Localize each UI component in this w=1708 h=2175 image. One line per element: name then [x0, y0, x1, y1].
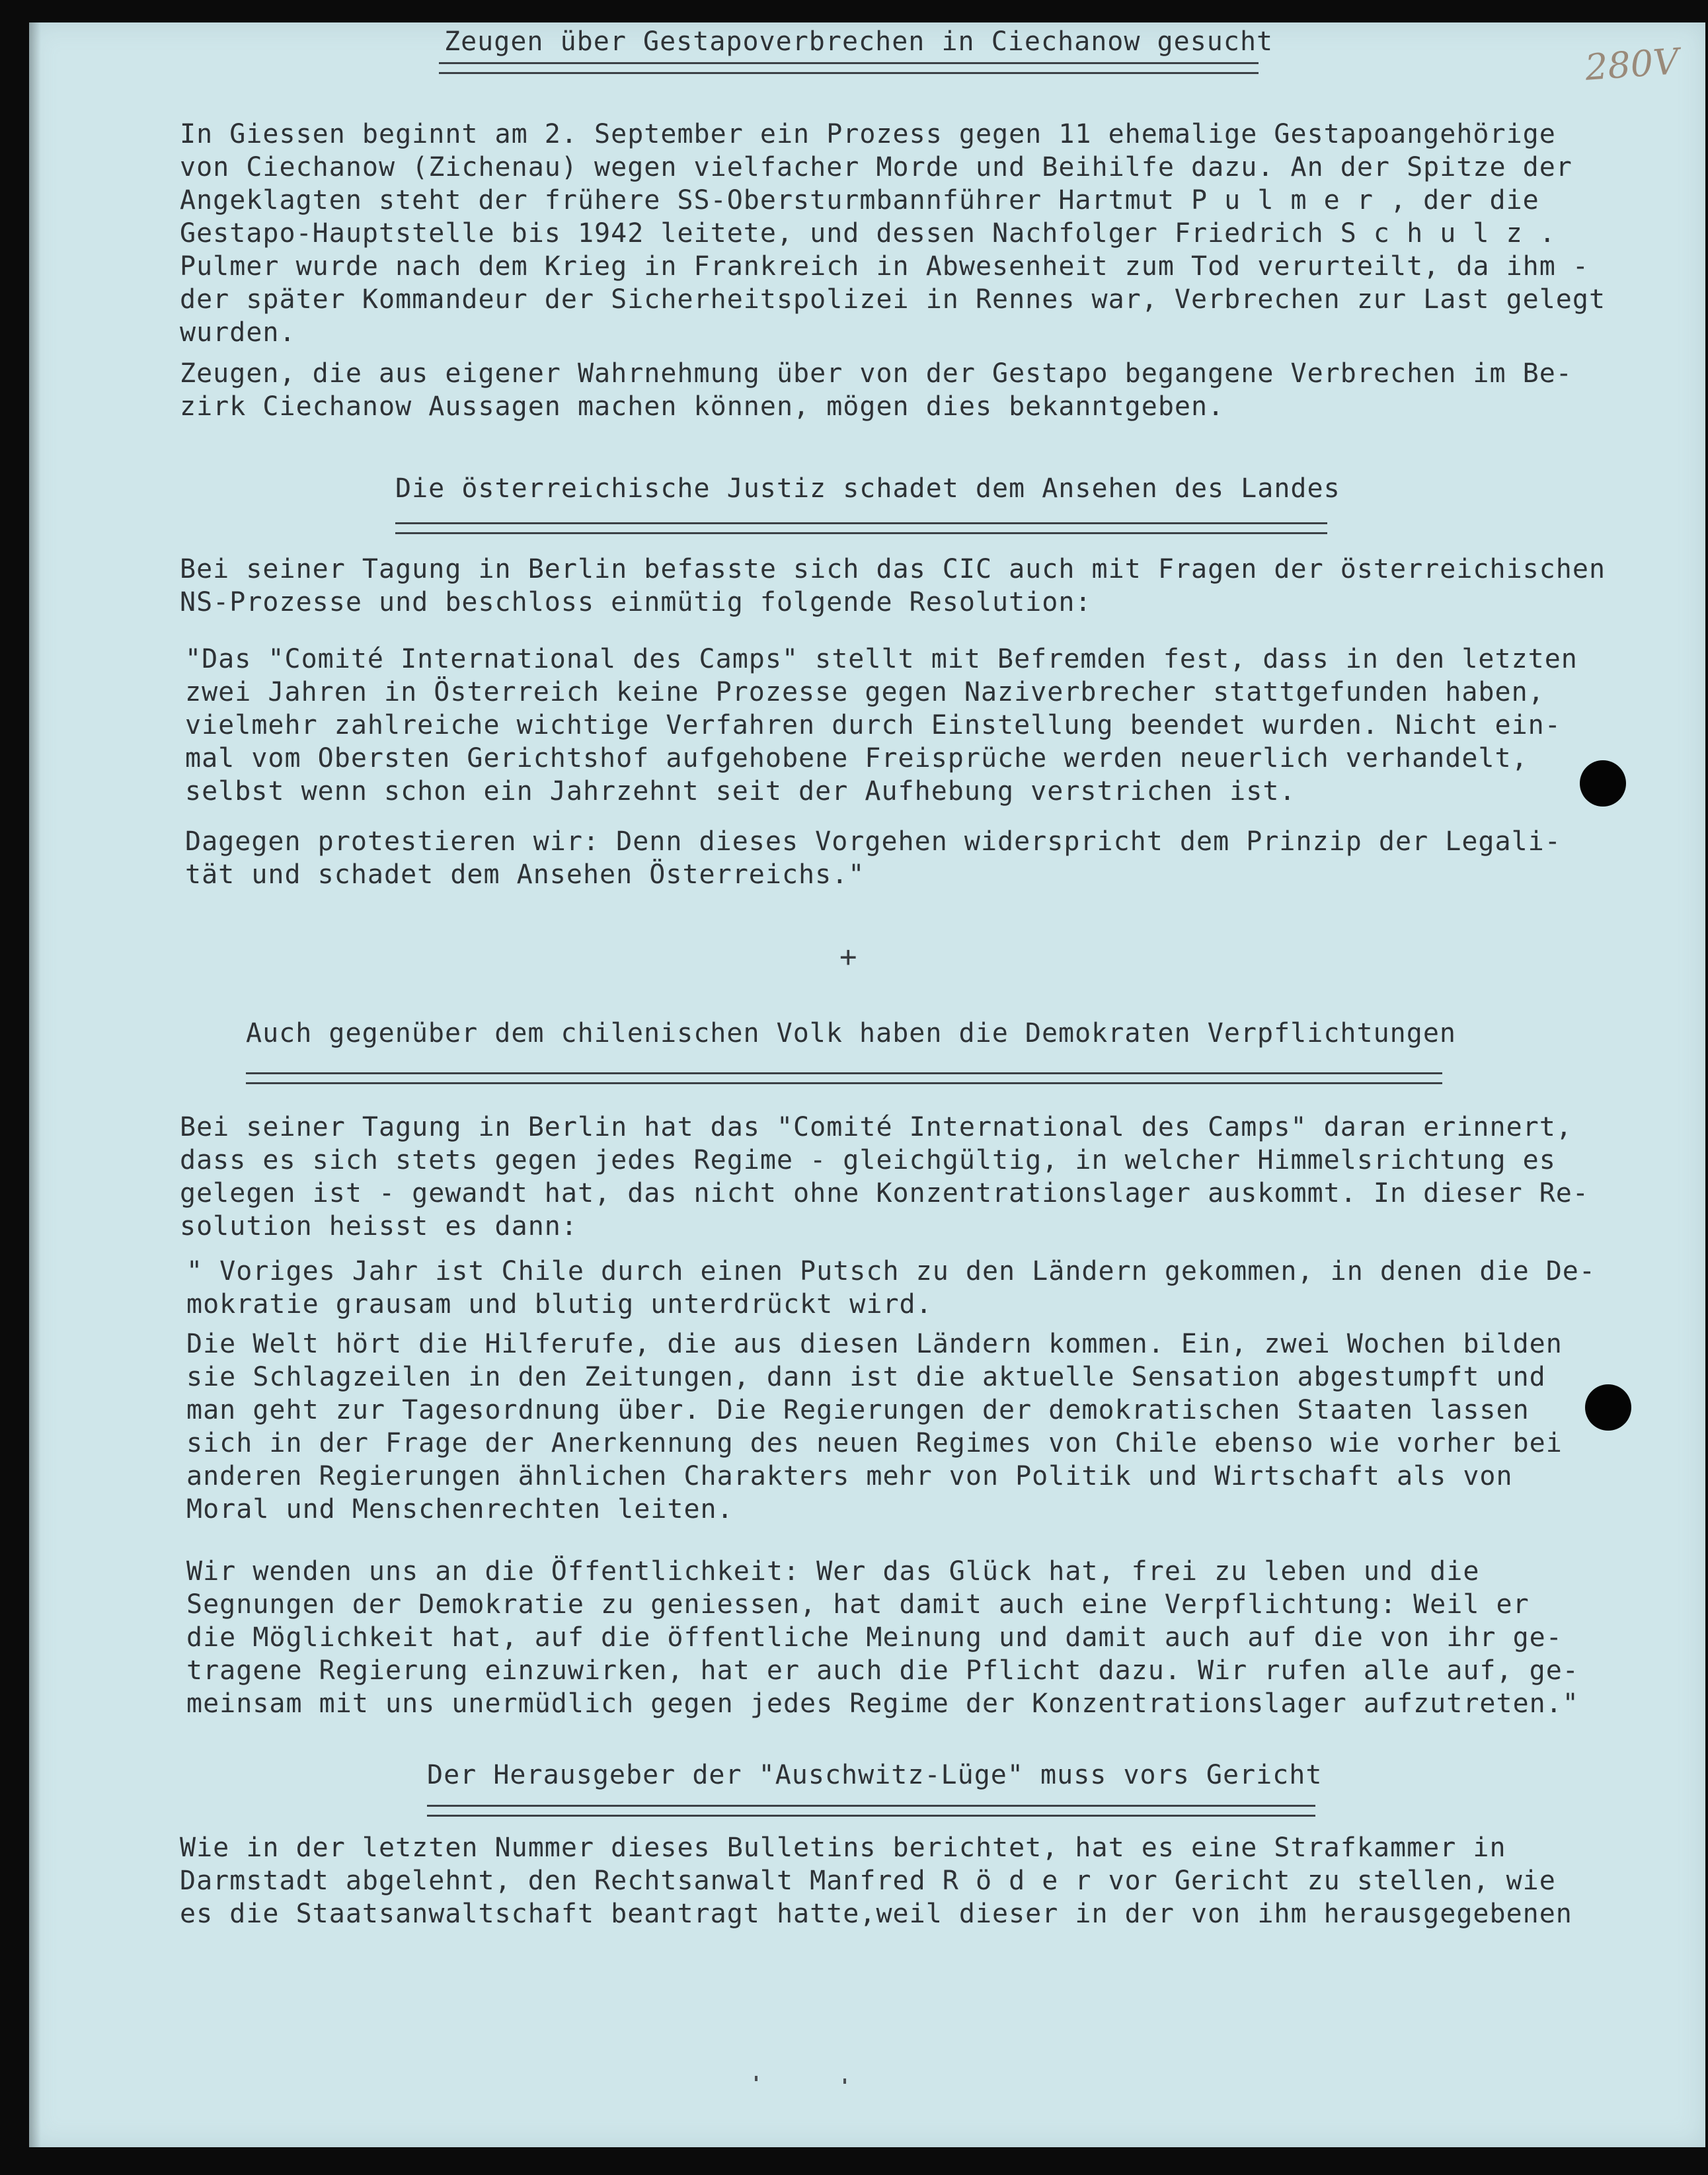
text-line: Die Welt hört die Hilferufe, die aus diesen Ländern kommen. Ein, zwei Wochen bilden: [186, 1329, 1563, 1359]
paragraph-resolution-quote: [185, 643, 1578, 808]
text-line: Zeugen, die aus eigener Wahrnehmung über von der Gestapo begangene Verbrechen im Be-: [180, 358, 1572, 389]
text-line: vielmehr zahlreiche wichtige Verfahren durch Einstellung beendet wurden. Nicht ein-: [185, 710, 1561, 740]
paragraph-chile-putsch: [186, 1255, 1596, 1321]
text-line: Dagegen protestieren wir: Denn dieses Vorgehen widerspricht dem Prinzip der Legali-: [185, 826, 1561, 857]
text-line: solution heisst es dann:: [180, 1211, 578, 1242]
text-line: wurden.: [180, 317, 296, 348]
text-line: meinsam mit uns unermüdlich gegen jedes Regime der Konzentrationslager aufzutreten.": [186, 1688, 1579, 1719]
paragraph-appeal-public: [186, 1555, 1579, 1720]
text-line: gelegen ist - gewandt hat, das nicht ohne Konzentrationslager auskommt. In dieser Re-: [180, 1178, 1589, 1208]
text-line: der später Kommandeur der Sicherheitspolizei in Rennes war, Verbrechen zur Last gelegt: [180, 284, 1606, 315]
text-line: zwei Jahren in Österreich keine Prozesse gegen Naziverbrecher stattgefunden haben,: [185, 677, 1545, 707]
text-line: sie Schlagzeilen in den Zeitungen, dann ist die aktuelle Sensation abgestumpft und: [186, 1362, 1546, 1392]
text-line: Gestapo-Hauptstelle bis 1942 leitete, und dessen Nachfolger Friedrich S c h u l z .: [180, 218, 1556, 249]
section-separator-cross: +: [839, 940, 857, 974]
text-line: dass es sich stets gegen jedes Regime - gleichgültig, in welcher Himmelsrichtung es: [180, 1145, 1556, 1175]
paragraph-protest: [185, 825, 1561, 891]
text-line: tragene Regierung einzuwirken, hat er auch die Pflicht dazu. Wir rufen alle auf, ge-: [186, 1655, 1579, 1686]
text-line: es die Staatsanwaltschaft beantragt hatte,weil dieser in der von ihm herausgegebenen: [180, 1899, 1572, 1929]
text-line: "Das "Comité International des Camps" stellt mit Befremden fest, dass in den letzten: [185, 644, 1578, 674]
text-line: die Möglichkeit hat, auf die öffentliche Meinung und damit auch auf die von ihr ge-: [186, 1622, 1563, 1653]
paper-speck: [843, 2078, 846, 2084]
text-line: In Giessen beginnt am 2. September ein Prozess gegen 11 ehemalige Gestapoangehörige: [180, 119, 1556, 149]
text-line: Pulmer wurde nach dem Krieg in Frankreich in Abwesenheit zum Tod verurteilt, da ihm -: [180, 251, 1589, 282]
text-line: " Voriges Jahr ist Chile durch einen Putsch zu den Ländern gekommen, in denen die De-: [186, 1256, 1596, 1286]
headline-double-rule: [427, 1805, 1315, 1817]
headline-gestapo-witnesses: Zeugen über Gestapoverbrechen in Ciechanow gesucht: [444, 26, 1274, 57]
text-line: selbst wenn schon ein Jahrzehnt seit der Aufhebung verstrichen ist.: [185, 776, 1296, 807]
text-line: von Ciechanow (Zichenau) wegen vielfacher Morde und Beihilfe dazu. An der Spitze der: [180, 152, 1572, 182]
text-line: Wie in der letzten Nummer dieses Bulletins berichtet, hat es eine Strafkammer in: [180, 1833, 1506, 1863]
text-line: Segnungen der Demokratie zu geniessen, hat damit auch eine Verpflichtung: Weil er: [186, 1589, 1530, 1620]
text-line: Bei seiner Tagung in Berlin befasste sich das CIC auch mit Fragen der österreichischen: [180, 554, 1606, 584]
paper-speck: [755, 2076, 757, 2081]
text-line: anderen Regierungen ähnlichen Charakters mehr von Politik und Wirtschaft als von: [186, 1461, 1513, 1491]
paragraph-gestapo-trial: [180, 118, 1606, 349]
handwritten-page-mark: 280V: [1583, 40, 1681, 89]
headline-double-rule: [439, 62, 1259, 74]
paragraph-chile-intro: [180, 1111, 1589, 1243]
paragraph-world-hears: [186, 1327, 1563, 1526]
paragraph-witness-call: [180, 357, 1572, 423]
punch-hole: [1580, 760, 1626, 807]
text-line: mokratie grausam und blutig unterdrückt wird.: [186, 1289, 933, 1320]
headline-double-rule: [395, 522, 1327, 534]
text-line: Bei seiner Tagung in Berlin hat das "Comité International des Camps" daran erinnert,: [180, 1112, 1572, 1142]
text-line: Moral und Menschenrechten leiten.: [186, 1494, 734, 1524]
headline-double-rule: [246, 1072, 1442, 1084]
text-line: Wir wenden uns an die Öffentlichkeit: Wer das Glück hat, frei zu leben und die: [186, 1556, 1480, 1587]
text-line: Darmstadt abgelehnt, den Rechtsanwalt Manfred R ö d e r vor Gericht zu stellen, wie: [180, 1866, 1556, 1896]
headline-auschwitz-luege: Der Herausgeber der "Auschwitz-Lüge" muss vors Gericht: [427, 1760, 1323, 1790]
text-line: NS-Prozesse und beschloss einmütig folgende Resolution:: [180, 587, 1092, 617]
text-line: mal vom Obersten Gerichtshof aufgehobene Freisprüche werden neuerlich verhandelt,: [185, 743, 1528, 773]
punch-hole: [1585, 1384, 1631, 1431]
text-line: Angeklagten steht der frühere SS-Obersturmbannführer Hartmut P u l m e r , der die: [180, 185, 1539, 216]
headline-austrian-justice: Die österreichische Justiz schadet dem Ansehen des Landes: [395, 473, 1340, 504]
text-line: zirk Ciechanow Aussagen machen können, mögen dies bekanntgeben.: [180, 391, 1225, 422]
text-line: tät und schadet dem Ansehen Österreichs.": [185, 859, 865, 890]
text-line: sich in der Frage der Anerkennung des neuen Regimes von Chile ebenso wie vorher bei: [186, 1428, 1563, 1458]
text-line: man geht zur Tagesordnung über. Die Regierungen der demokratischen Staaten lassen: [186, 1395, 1530, 1425]
page-edge-shadow: [29, 22, 41, 2147]
paragraph-roeder-case: [180, 1831, 1572, 1930]
paragraph-cic-meeting: [180, 553, 1606, 619]
headline-chile: Auch gegenüber dem chilenischen Volk haben die Demokraten Verpflichtungen: [246, 1018, 1456, 1048]
